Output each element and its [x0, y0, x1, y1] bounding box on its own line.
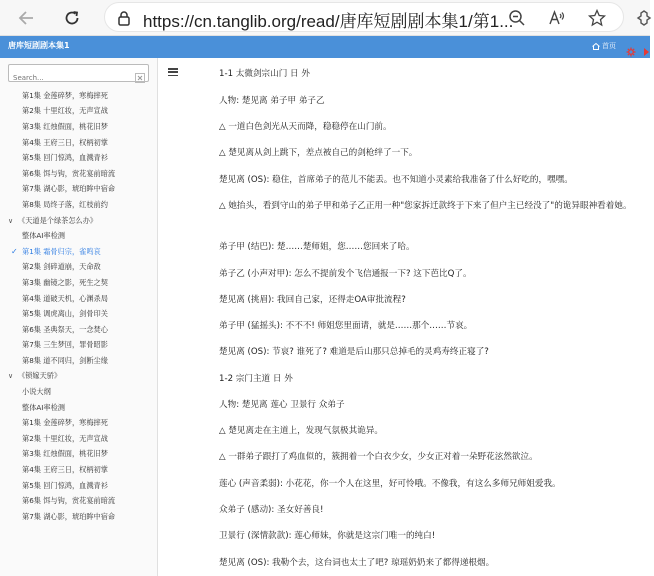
toc-item-label: 《锁嫁天骄》: [18, 371, 62, 381]
toc-item[interactable]: [0, 135, 158, 151]
script-line: 1-1 太微剑宗山门 日 外: [219, 69, 310, 79]
search-input[interactable]: [9, 70, 129, 86]
toc-item[interactable]: [0, 400, 158, 416]
toc-item-label: 第3集 红烛假面，桃花旧梦: [22, 449, 108, 459]
script-line: 卫景行 (深情款款): 莲心师妹，你就是这宗门唯一的纯白!: [219, 531, 436, 541]
toc-item-label: 第7集 湖心影，琥珀眸中宿命: [22, 184, 116, 194]
toc-section[interactable]: [0, 213, 158, 229]
toc-item[interactable]: [0, 291, 158, 307]
toc-item[interactable]: [0, 244, 158, 260]
app-header: [0, 36, 650, 58]
current-chapter-check-icon: ✓: [11, 247, 18, 257]
script-line: 莲心 (声音柔弱): 小花花，你一个人在这里，好可怜哦。不像我，有这么多师兄师姐爱我。: [219, 479, 561, 489]
toc-item[interactable]: [0, 197, 158, 213]
toc-item-label: 第2集 十里红妆，无声宣战: [22, 106, 108, 116]
toc-item-label: 小说大纲: [22, 387, 51, 397]
toc-item-label: 第3集 红烛假面，桃花旧梦: [22, 121, 108, 131]
script-line: 楚见离 (挑眉): 我回自己家，还得走OA审批流程?: [219, 295, 406, 305]
toc-item[interactable]: [0, 104, 158, 120]
toc-item-label: 第1集 金莲碎梦，寒梅摔死: [22, 418, 108, 428]
toc-item-label: 第4集 道破天机，心渊杀局: [22, 293, 108, 303]
toc-item-label: 第5集 回门惊鸿，血溅青衫: [22, 480, 108, 490]
toc-item[interactable]: [0, 182, 158, 198]
toc-item-label: 《天道是个绿茶怎么办》: [18, 215, 98, 225]
zoom-out-icon[interactable]: [507, 8, 527, 28]
toc-item-label: 第7集 湖心影，琥珀眸中宿命: [22, 511, 116, 521]
script-line: 楚见离 (OS): 节哀? 谁死了? 难道是后山那只总掉毛的灵鸡寿终正寝了?: [219, 347, 489, 357]
search-box[interactable]: [8, 64, 149, 82]
chevron-down-icon[interactable]: ∨: [8, 372, 14, 381]
next-arrow-icon[interactable]: [642, 42, 652, 52]
script-line: 众弟子 (感动): 圣女好善良!: [219, 505, 324, 515]
toc-item-label: 第2集 十里红妆，无声宣战: [22, 433, 108, 443]
toc-item[interactable]: [0, 306, 158, 322]
reload-icon[interactable]: [58, 4, 86, 32]
toc-item-label: 整体AI率检测: [22, 231, 65, 241]
book-title[interactable]: 唐库短剧剧本集1: [8, 41, 70, 50]
toc-item[interactable]: [0, 260, 158, 276]
toc-item[interactable]: [0, 478, 158, 494]
toc-item[interactable]: [0, 415, 158, 431]
toc-item[interactable]: [0, 338, 158, 354]
script-line: △ 一群弟子跟打了鸡血似的，簇拥着一个白衣少女，少女正对着一朵野花泫然欲泣。: [219, 452, 538, 462]
script-line: 弟子甲 (结巴): 楚……楚师姐，您……您回来了哈。: [219, 242, 415, 252]
toc-item-label: 第6集 饵与钩，赏花宴前暗流: [22, 168, 116, 178]
toc-item[interactable]: [0, 384, 158, 400]
sidebar-toc: [0, 58, 158, 576]
lock-icon[interactable]: [115, 9, 133, 27]
toc-section[interactable]: [0, 369, 158, 385]
toc-item[interactable]: [0, 275, 158, 291]
toc-item-label: 第4集 王府三日，权柄初掌: [22, 137, 108, 147]
toc-item-label: 第6集 圣典祭天，一念焚心: [22, 324, 108, 334]
toc-item-label: 第6集 饵与钩，赏花宴前暗流: [22, 496, 116, 506]
script-line: 弟子甲 (猛摇头): 不不不! 师姐您里面请，就是……那个……节哀。: [219, 321, 473, 331]
script-line: △ 楚见离走在主道上，发现气氛极其诡异。: [219, 426, 384, 436]
toc-item[interactable]: [0, 166, 158, 182]
toc-item[interactable]: [0, 88, 158, 104]
browser-toolbar: [0, 0, 650, 36]
script-line: △ 她抬头，看到守山的弟子甲和弟子乙正用一种"您家拆迁款终于下来了但户主已经没了"的诡异眼神看着她。: [219, 201, 632, 211]
back-arrow-icon[interactable]: [12, 4, 40, 32]
script-line: 楚见离 (OS): 稳住，首席弟子的范儿不能丢。也不知道小灵素给我准备了什么好吃的，嘿嘿。: [219, 175, 573, 185]
toc-item[interactable]: [0, 150, 158, 166]
menu-toggle-icon[interactable]: [168, 68, 178, 76]
extensions-icon[interactable]: [634, 8, 654, 28]
script-line: 1-2 宗门主道 日 外: [219, 374, 293, 384]
address-bar[interactable]: [104, 2, 624, 32]
chevron-down-icon[interactable]: ∨: [8, 216, 14, 225]
toc-item-label: 第8集 道不同归，剑断尘缘: [22, 355, 108, 365]
script-line: 人物: 楚见离 弟子甲 弟子乙: [219, 96, 325, 106]
script-line: 人物: 楚见离 莲心 卫景行 众弟子: [219, 400, 345, 410]
favorite-star-icon[interactable]: [587, 8, 607, 28]
toc-item[interactable]: [0, 119, 158, 135]
toc-item[interactable]: [0, 322, 158, 338]
url-text[interactable]: https://cn.tanglib.org/read/唐库短剧剧本集1/第1...: [143, 12, 514, 31]
toc-item-label: 第1集 金莲碎梦，寒梅摔死: [22, 90, 108, 100]
toc-item[interactable]: [0, 462, 158, 478]
clear-search-icon[interactable]: [135, 68, 145, 78]
toc-item-label: 第7集 三生梦回，罪骨昭影: [22, 340, 108, 350]
toc-item-label: 第2集 剑碎道崩，天命敌: [22, 262, 101, 272]
toc-item[interactable]: [0, 493, 158, 509]
toc-item[interactable]: [0, 447, 158, 463]
toc-item-label: 第4集 王府三日，权柄初掌: [22, 465, 108, 475]
toc-item-label: 整体AI率检测: [22, 402, 65, 412]
settings-gear-icon[interactable]: [626, 42, 636, 52]
script-line: 弟子乙 (小声对甲): 怎么不提前发个飞信通报一下? 这下芭比Q了。: [219, 269, 472, 279]
toc-item-label: 第3集 幽镜之影，死生之契: [22, 277, 108, 287]
toc-item-label: 第5集 回门惊鸿，血溅青衫: [22, 153, 108, 163]
toc-item[interactable]: [0, 509, 158, 525]
toc-list: [0, 88, 158, 525]
toc-item[interactable]: [0, 228, 158, 244]
read-aloud-icon[interactable]: [547, 8, 567, 28]
toc-item-label: 第8集 局终子落，红枝前约: [22, 199, 108, 209]
toc-item-label: 第5集 调虎离山，剑骨印关: [22, 309, 108, 319]
toc-item[interactable]: [0, 431, 158, 447]
toc-item[interactable]: [0, 353, 158, 369]
home-link[interactable]: [592, 41, 616, 51]
script-line: 楚见离 (OS): 我勒个去，这台词也太土了吧? 琼瑶奶奶来了都得递根烟。: [219, 558, 495, 568]
home-label: 首页: [602, 42, 616, 50]
home-icon: [592, 43, 600, 50]
script-line: △ 楚见离从剑上跳下，差点被自己的剑枪绊了一下。: [219, 148, 418, 158]
toc-item-label: 第1集 霜骨归宗，雀鸣哀: [22, 246, 101, 256]
script-line: △ 一道白色剑光从天而降，稳稳停在山门前。: [219, 122, 392, 132]
